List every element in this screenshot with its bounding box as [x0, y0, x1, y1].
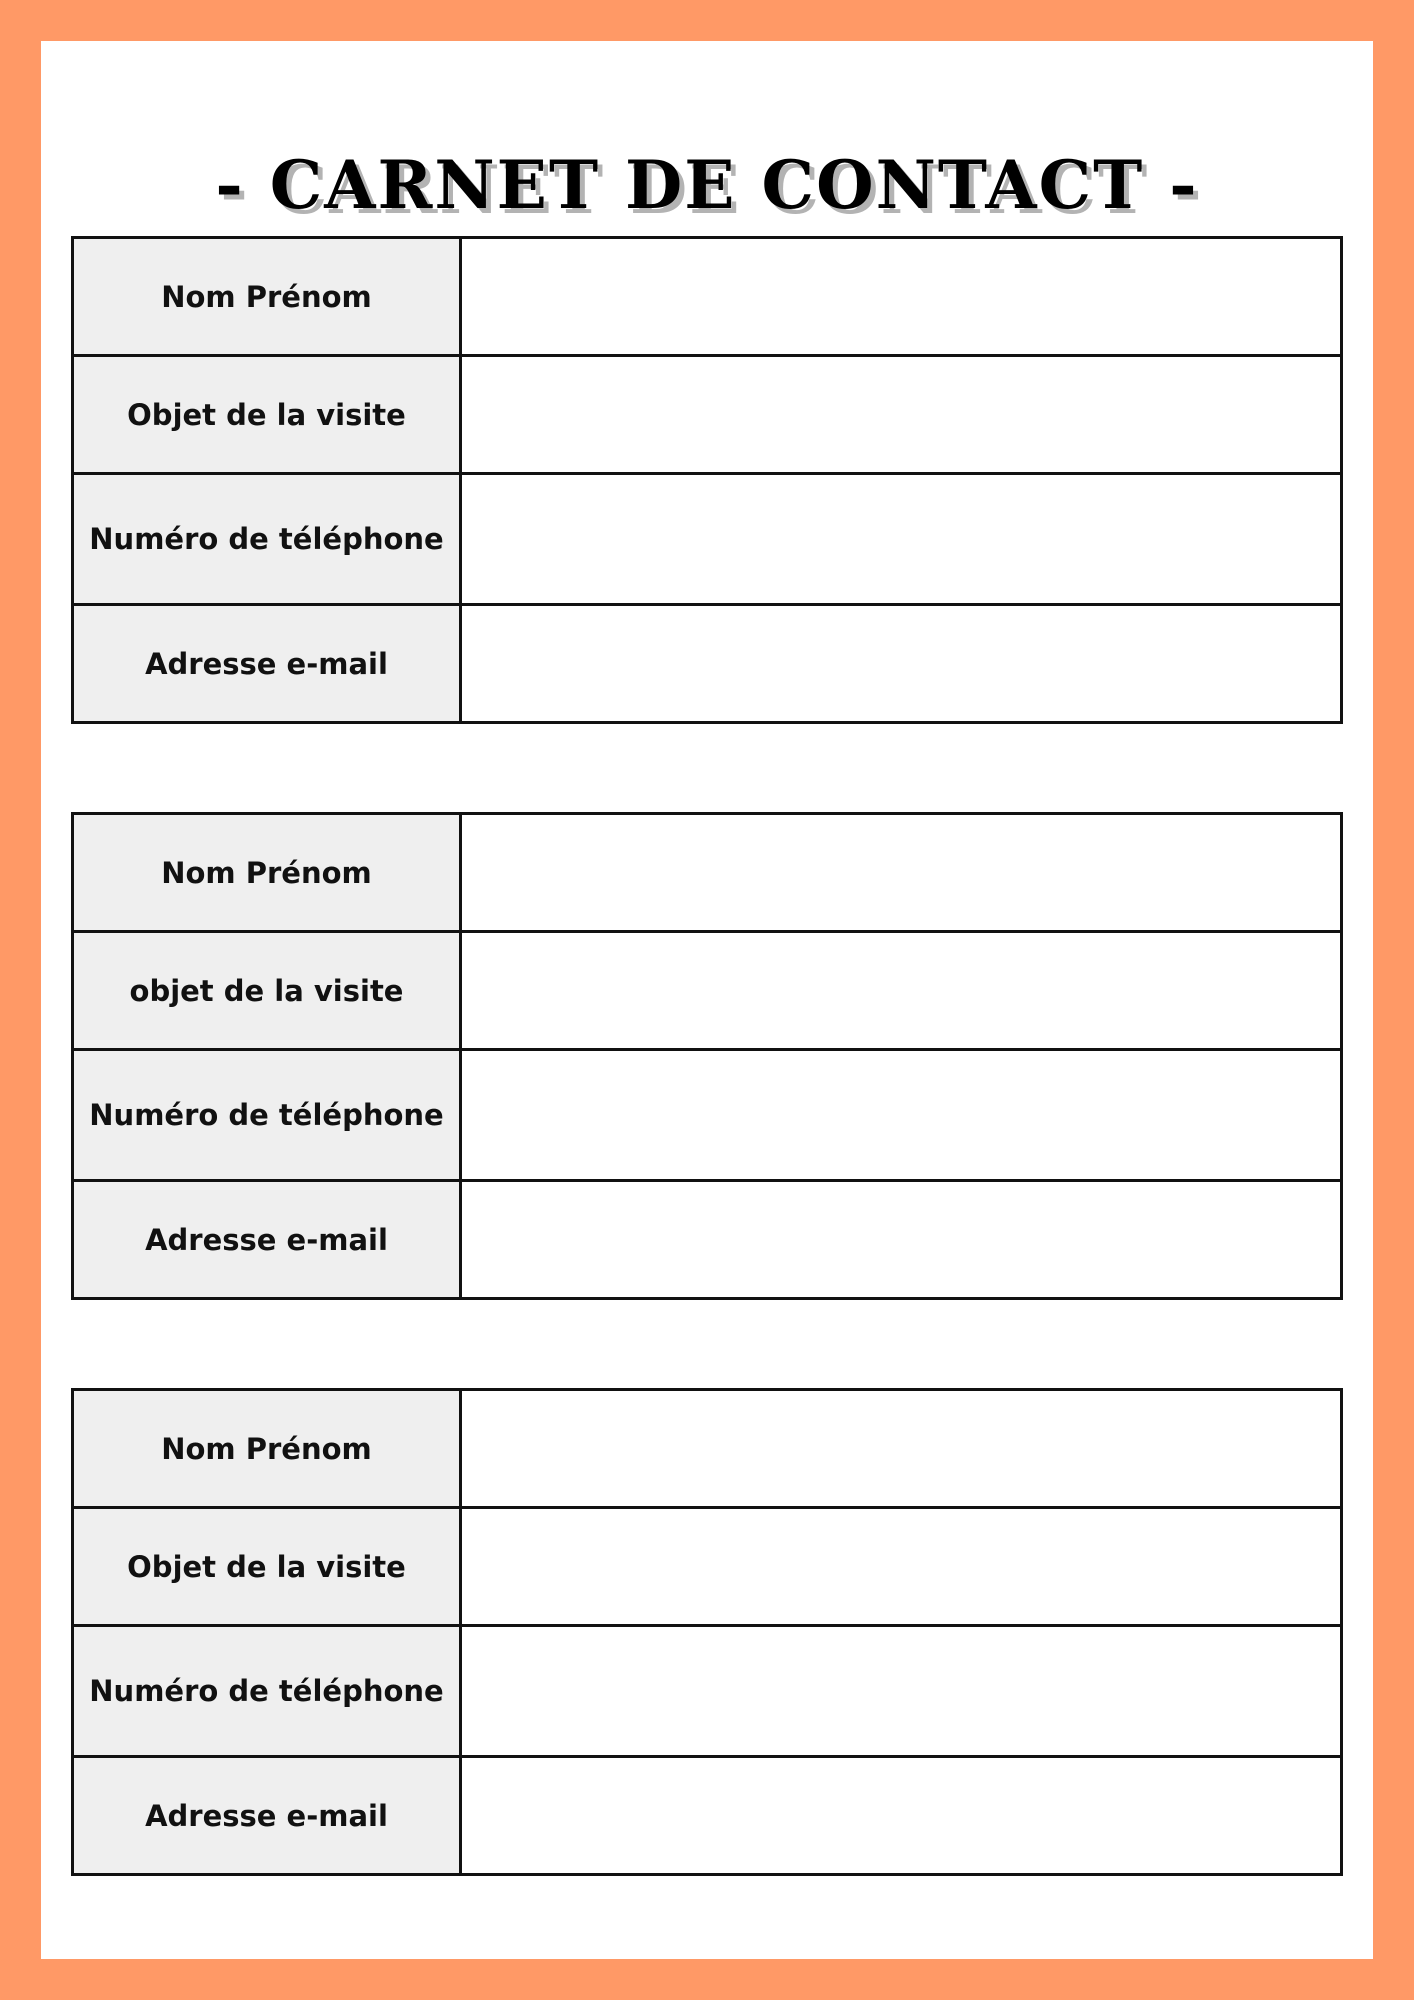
phone-field[interactable]: [461, 1626, 1342, 1757]
page-title: - CARNET DE CONTACT -: [215, 146, 1199, 224]
name-label: Nom Prénom: [73, 238, 461, 356]
contact-card-1: [71, 236, 1343, 724]
table-row-name: [73, 1390, 1342, 1508]
phone-label: Numéro de téléphone: [73, 1626, 461, 1757]
table-row-name: [73, 814, 1342, 932]
phone-label: Numéro de téléphone: [73, 474, 461, 605]
visit-purpose-label: Objet de la visite: [73, 356, 461, 474]
name-field[interactable]: [461, 814, 1342, 932]
phone-field[interactable]: [461, 474, 1342, 605]
email-label: Adresse e-mail: [73, 1181, 461, 1299]
table-row-name: [73, 238, 1342, 356]
email-field[interactable]: [461, 1181, 1342, 1299]
email-field[interactable]: [461, 605, 1342, 723]
visit-purpose-label: Objet de la visite: [73, 1508, 461, 1626]
table-row-phone: [73, 1626, 1342, 1757]
table-row-visit: [73, 356, 1342, 474]
table-row-visit: [73, 932, 1342, 1050]
name-field[interactable]: [461, 238, 1342, 356]
email-label: Adresse e-mail: [73, 605, 461, 723]
contact-sheet: [41, 41, 1373, 1959]
table-row-visit: [73, 1508, 1342, 1626]
visit-purpose-field[interactable]: [461, 932, 1342, 1050]
phone-field[interactable]: [461, 1050, 1342, 1181]
table-row-phone: [73, 474, 1342, 605]
contact-card-3: [71, 1388, 1343, 1876]
contact-card-2: [71, 812, 1343, 1300]
visit-purpose-label: objet de la visite: [73, 932, 461, 1050]
visit-purpose-field[interactable]: [461, 356, 1342, 474]
table-row-email: [73, 1757, 1342, 1875]
name-field[interactable]: [461, 1390, 1342, 1508]
phone-label: Numéro de téléphone: [73, 1050, 461, 1181]
email-field[interactable]: [461, 1757, 1342, 1875]
table-row-phone: [73, 1050, 1342, 1181]
email-label: Adresse e-mail: [73, 1757, 461, 1875]
visit-purpose-field[interactable]: [461, 1508, 1342, 1626]
name-label: Nom Prénom: [73, 1390, 461, 1508]
table-row-email: [73, 605, 1342, 723]
table-row-email: [73, 1181, 1342, 1299]
name-label: Nom Prénom: [73, 814, 461, 932]
